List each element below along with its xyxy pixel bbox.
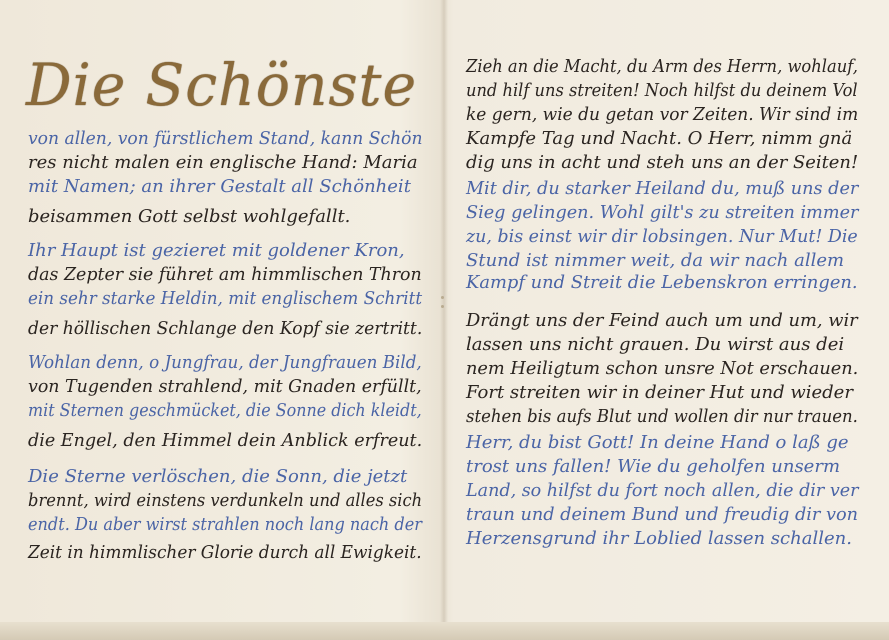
verse-line: von allen, von fürstlichem Stand, kann Schön [28,128,423,149]
verse-line: ke gern, wie du getan vor Zeiten. Wir sind im [466,104,859,125]
verse-line: Kampf und Streit die Lebenskron erringen. [466,272,858,293]
verse-line: und hilf uns streiten! Noch hilfst du deinem Vol [466,80,858,101]
center-fold [440,0,448,640]
verse-line: Zeit in himmlischer Glorie durch all Ewigkeit. [28,542,422,563]
verse-line: brennt, wird einstens verdunkeln und alles sich [28,490,423,511]
verse-line: Drängt uns der Feind auch um und um, wir [466,310,858,331]
verse-line: Herr, du bist Gott! In deine Hand o laß ge [466,432,849,453]
verse-line: Land, so hilfst du fort noch allen, die dir ver [466,480,859,501]
verse-line: zu, bis einst wir dir lobsingen. Nur Mut! Die [466,226,858,247]
verse-line: Die Sterne verlöschen, die Sonn, die jetzt [28,466,408,487]
verse-line: endt. Du aber wirst strahlen noch lang nach der [28,514,422,535]
verse-line: stehen bis aufs Blut und wollen dir nur trauen. [466,406,858,427]
verse-line: Sieg gelingen. Wohl gilt's zu streiten immer [466,202,859,223]
hymn-title: Die Schönste [26,51,418,119]
verse-line: Stund ist nimmer weit, da wir nach allem [466,250,845,271]
verse-line: ein sehr starke Heldin, mit englischem Schritt [28,288,423,309]
verse-line: trost uns fallen! Wie du geholfen unserm [466,456,841,477]
verse-line: lassen uns nicht grauen. Du wirst aus dei [466,334,845,355]
verse-line: Mit dir, du starker Heiland du, muß uns der [466,178,859,199]
fold-mark [441,305,444,308]
verse-line: Ihr Haupt ist gezieret mit goldener Kron, [28,240,405,261]
verse-line: mit Namen; an ihrer Gestalt all Schönheit [28,176,411,197]
verse-line: von Tugenden strahlend, mit Gnaden erfüllt, [28,376,422,397]
verse-line: Zieh an die Macht, du Arm des Herrn, wohlauf, [466,56,858,77]
verse-line: die Engel, den Himmel dein Anblick erfreut. [28,430,423,451]
verse-line: das Zepter sie führet am himmlischen Thron [28,264,422,285]
verse-line: res nicht malen ein englische Hand: Maria [28,152,418,173]
verse-line: Kampfe Tag und Nacht. O Herr, nimm gnä [466,128,853,149]
verse-line: mit Sternen geschmücket, die Sonne dich kleidt, [28,400,422,421]
verse-line: dig uns in acht und steh uns an der Seiten! [466,152,859,173]
verse-line: nem Heiligtum schon unsre Not erschauen. [466,358,859,379]
verse-line: Herzensgrund ihr Loblied lassen schallen. [466,528,852,549]
verse-line: traun und deinem Bund und freudig dir von [466,504,859,525]
verse-line: Wohlan denn, o Jungfrau, der Jungfrauen Bild, [28,352,422,373]
verse-line: Fort streiten wir in deiner Hut und wieder [466,382,853,403]
verse-line: der höllischen Schlange den Kopf sie zertritt. [28,318,423,339]
verse-line: beisammen Gott selbst wohlgefallt. [28,206,351,227]
fold-mark [441,296,444,299]
paper-bottom-edge [0,622,889,640]
